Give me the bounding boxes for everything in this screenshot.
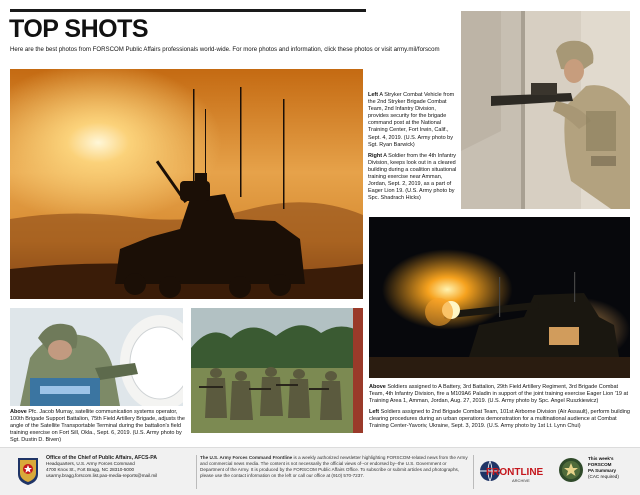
caption-above-left-label: Above [10,409,27,415]
footer-disclaimer [200,455,470,479]
disclaimer-text: is a weekly authorized newsletter highlighting FORSCOM-related news from the Army and commercial news media. The content is not necessarily the official views of--or endorsed by--the U.S. Government or Department of the Army. It is produced by the FORSCOM Public Affairs Office. To subscribe or submit articles and photographs, please use the contact information on the left or call our office at (910) 570-7237. [200,455,468,478]
frontline-archive-logo[interactable] [478,456,550,486]
caption-above-right-label: Above [369,384,386,390]
disclaimer-lead: The U.S. Army Forces Command Frontline [200,455,293,460]
forscom-seal-icon [16,456,40,486]
summary-line-2: FORSCOM [588,462,612,467]
top-rule [10,9,366,12]
office-line-2: 4700 Knox St., Fort Bragg, NC 28310-5000 [46,467,135,472]
caption-above-right-text: Soldiers assigned to A Battery, 3rd Battalion, 29th Field Artillery Regiment, 3rd Brigade Combat Team, 4th Infantry Division, fire a M109A6 Paladin in support of the joint training exercise Eager Lion '19 at Training Area 1, Amman, Jordan, Aug. 27, 2019. (U.S. Army photo by Spc. Angel Ruszkiewicz) [369,384,629,405]
caption-above-left [10,409,185,444]
caption-above-left-text: Pfc. Jacob Murray, satellite communication systems operator, 100th Brigade Support Battalion, 75th Field Artillery Brigade, adjusts the angle of the Satellite Transportable Terminal during the battalion's field training exercise on Fort Sill, Okla., Sept. 6, 2019. (U.S. Army photo by Sgt. Dustin D. Biven) [10,409,185,444]
caption-bottom-right [369,384,631,435]
pa-summary-badge-icon[interactable] [558,457,584,483]
photo-satellite-operator[interactable] [10,308,183,406]
photo-soldier-building[interactable] [461,11,630,209]
footer-divider [196,455,197,489]
page-title: TOP SHOTS [9,15,149,43]
photo-stryker-sunset[interactable] [10,69,363,299]
caption-top-right [368,92,457,206]
intro-text: Here are the best photos from FORSCOM Public Affairs professionals world-wide. For more photos and information, click these photos or visit army.mil/forscom [10,46,440,53]
photo-urban-operations[interactable] [191,308,363,433]
caption-left2-text: Soldiers assigned to 2nd Brigade Combat Team, 101st Airborne Division (Air Assault), perform building clearing procedures during an urban operations demonstration for a multinational audience at Combat Training Center-Yavoriv, Ukraine, Sept. 3, 2019. (U.S. Army photo by 1st Lt. Lynn Chui) [369,409,630,430]
summary-line-3: PA Summary [588,468,617,473]
office-line-1: Headquarters, U.S. Army Forces Command [46,461,135,466]
caption-right-label: Right [368,152,383,159]
office-info [46,455,196,479]
footer-divider [473,455,474,489]
caption-left-text: A Stryker Combat Vehicle from the 2nd Stryker Brigade Combat Team, 2nd Infantry Division, provides security for the brigade command post at the National Training Center, Fort Irwin, Calif., Sept. 4, 2019. (U.S. Army photo by Sgt. Ryan Barwick) [368,92,455,148]
summary-line-4: (CAC required) [588,474,619,479]
caption-left-label: Left [368,92,379,98]
pa-summary-text[interactable] [588,456,636,480]
caption-left2-label: Left [369,409,380,416]
summary-line-1: This week's [588,456,614,461]
logo-text: FRONTLINE [486,467,544,478]
photo-paladin-firing[interactable] [369,217,630,378]
footer [0,447,640,495]
logo-sub: ARCHIVE [512,478,530,483]
office-email[interactable]: usarmy.bragg.forscom.list.pao-media-reports@mail.mil [46,473,158,478]
caption-right-text: A Soldier from the 4th Infantry Division, keeps look out in a cleared building during a coalition situational training exercise near Amman, Jordan, Sept. 2, 2019, as a part of Eager Lion 19. (U.S. Army photo by Spc. Shadrach Hicks) [368,152,457,202]
office-title: Office of the Chief of Public Affairs, AFCS-PA [46,455,158,461]
